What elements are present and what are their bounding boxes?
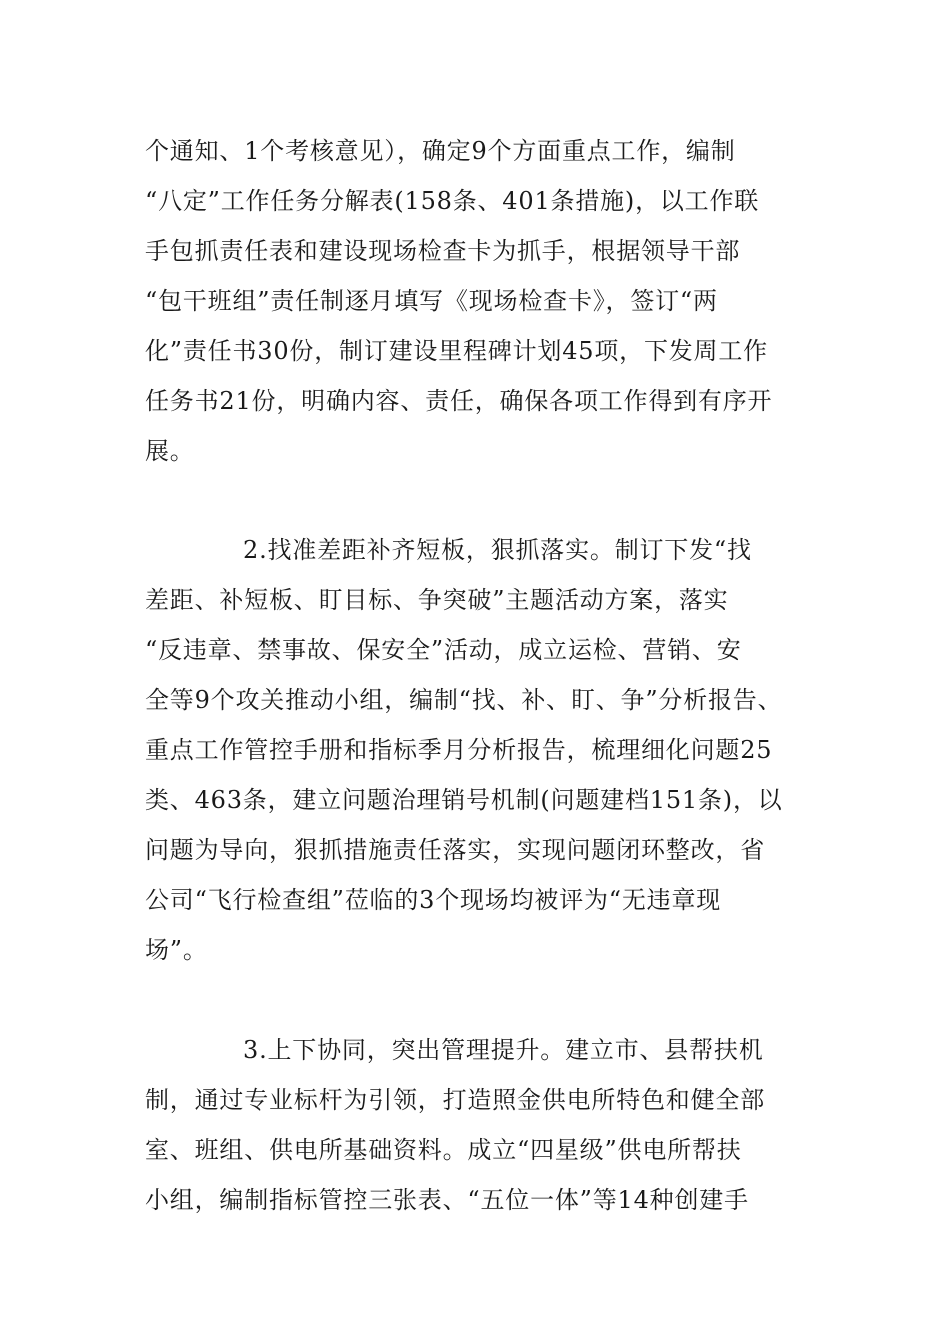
paragraph-2-line-3: “反违章、禁事故、保安全”活动，成立运检、营销、安: [145, 636, 742, 664]
paragraph-2-line-2: 差距、补短板、盯目标、争突破”主题活动方案，落实: [145, 586, 729, 614]
paragraph-1-line-4: “包干班组”责任制逐月填写《现场检查卡》，签订“两: [145, 287, 718, 315]
paragraph-3-line-2: 制，通过专业标杆为引领，打造照金供电所特色和健全部: [145, 1086, 765, 1114]
paragraph-2-line-8: 公司“飞行检查组”莅临的3个现场均被评为“无违章现: [145, 886, 722, 914]
paragraph-2-line-9: 场”。: [145, 936, 208, 964]
paragraph-2-line-6: 类、463条，建立问题治理销号机制(问题建档151条)，以: [145, 786, 783, 814]
paragraph-1-line-5: 化”责任书30份，制订建设里程碑计划45项，下发周工作: [145, 337, 768, 365]
paragraph-2-line-7: 问题为导向，狠抓措施责任落实，实现问题闭环整改，省: [145, 836, 765, 864]
paragraph-3-line-1: 3.上下协同，突出管理提升。建立市、县帮扶机: [243, 1036, 764, 1064]
paragraph-1-line-3: 手包抓责任表和建设现场检查卡为抓手，根据领导干部: [145, 237, 741, 265]
paragraph-3-line-4: 小组，编制指标管控三张表、“五位一体”等14种创建手: [145, 1186, 749, 1214]
paragraph-1-line-2: “八定”工作任务分解表(158条、401条措施)，以工作联: [145, 187, 760, 215]
paragraph-2-line-4: 全等9个攻关推动小组，编制“找、补、盯、争”分析报告、: [145, 686, 783, 714]
paragraph-1-line-1: 个通知、1个考核意见），确定9个方面重点工作，编制: [145, 137, 736, 165]
paragraph-1-line-7: 展。: [145, 437, 195, 465]
paragraph-2-line-1: 2.找准差距补齐短板，狠抓落实。制订下发“找: [243, 536, 752, 564]
paragraph-2-line-5: 重点工作管控手册和指标季月分析报告，梳理细化问题25: [145, 736, 773, 764]
paragraph-1-line-6: 任务书21份，明确内容、责任，确保各项工作得到有序开: [145, 387, 773, 415]
paragraph-3-line-3: 室、班组、供电所基础资料。成立“四星级”供电所帮扶: [145, 1136, 742, 1164]
